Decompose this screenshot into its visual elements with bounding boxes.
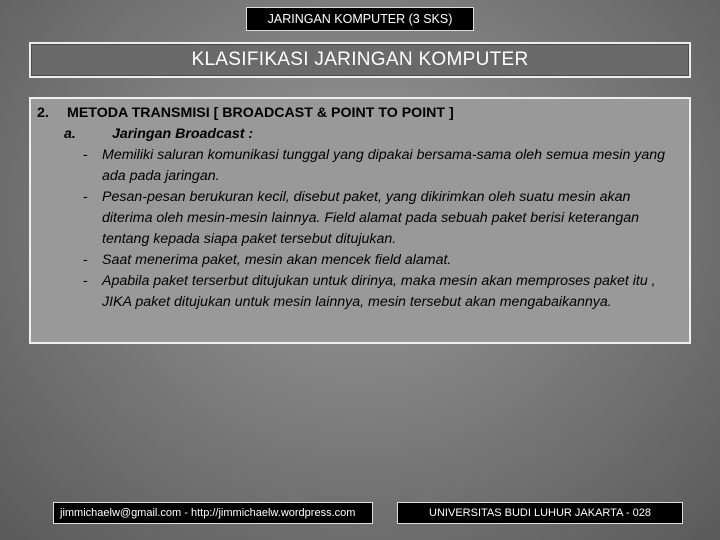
section-number: 2. [37, 105, 49, 121]
section-heading [37, 103, 454, 124]
slide-title-box [29, 42, 691, 78]
list-item [83, 187, 683, 250]
list-item [83, 250, 683, 271]
bullet-list [83, 145, 683, 313]
subsection-heading [64, 124, 253, 145]
list-item [83, 145, 683, 187]
footer-contact-box [53, 502, 373, 524]
list-item-text: Pesan-pesan berukuran kecil, disebut paket, yang dikirimkan oleh suatu mesin akan diterima oleh mesin-mesin lainnya. Field alamat pada sebuah paket berisi keterangan tentang kepada siapa paket tersebut ditujukan. [102, 189, 640, 247]
slide-title: KLASIFIKASI JARINGAN KOMPUTER [191, 49, 529, 70]
list-item-text: Saat menerima paket, mesin akan mencek field alamat. [102, 252, 452, 268]
list-item [83, 271, 683, 313]
course-title-banner [246, 7, 474, 31]
list-item-text: Apabila paket terserbut ditujukan untuk dirinya, maka mesin akan memproses paket itu , JIKA paket ditujukan untuk mesin lainnya, mesin tersebut akan mengabaikannya. [102, 273, 656, 310]
content-box [29, 97, 691, 344]
bullet-marker: - [83, 273, 88, 289]
list-item-text: Memiliki saluran komunikasi tunggal yang dipakai bersama-sama oleh semua mesin yang ada pada jaringan. [102, 147, 666, 184]
course-title: JARINGAN KOMPUTER (3 SKS) [267, 12, 453, 26]
bullet-marker: - [83, 147, 88, 163]
footer-institution: UNIVERSITAS BUDI LUHUR JAKARTA - 028 [429, 507, 651, 519]
section-heading-text: METODA TRANSMISI [ BROADCAST & POINT TO POINT ] [67, 105, 454, 121]
footer-institution-box [397, 502, 683, 524]
subsection-letter: a. [64, 126, 76, 142]
bullet-marker: - [83, 252, 88, 268]
bullet-marker: - [83, 189, 88, 205]
footer-contact: jimmichaelw@gmail.com - http://jimmichaelw.wordpress.com [60, 507, 356, 519]
subsection-heading-text: Jaringan Broadcast : [112, 126, 254, 142]
